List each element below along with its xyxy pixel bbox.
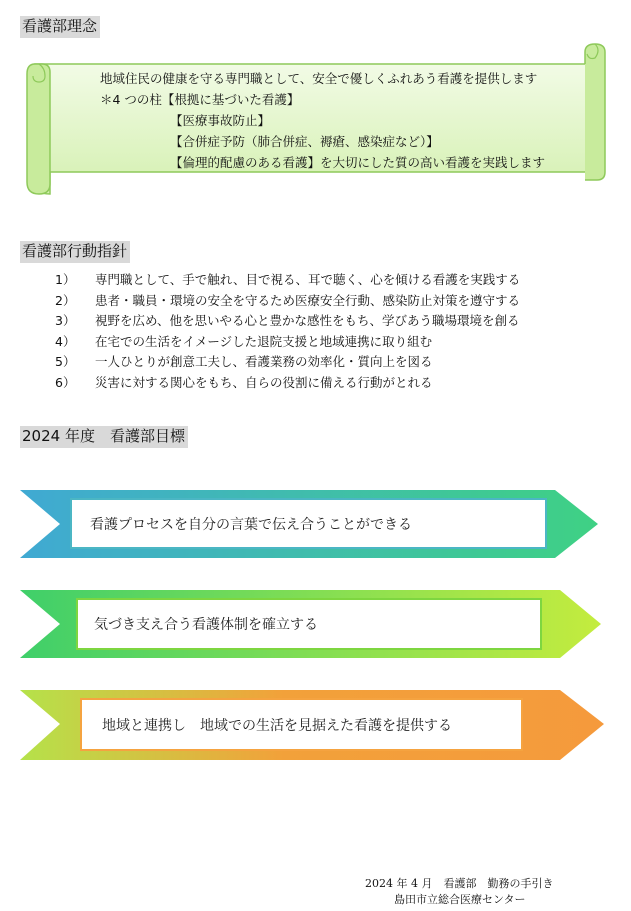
goal-text: 地域と連携し 地域での生活を見据えた看護を提供する [102, 717, 452, 734]
item-number: 5） [55, 354, 76, 369]
goals-heading: 2024 年度 看護部目標 [20, 426, 188, 448]
guidelines-heading: 看護部行動指針 [20, 241, 130, 263]
pillar-item: 【合併症予防（肺合併症、褥瘡、感染症など）】 [170, 134, 439, 149]
goal-item-2 [76, 598, 542, 650]
item-number: 1） [55, 272, 76, 287]
item-text: 専門職として、手で触れ、目で視る、耳で聴く、心を傾ける看護を実践する [95, 272, 521, 287]
item-text: 一人ひとりが創意工夫し、看護業務の効率化・質向上を図る [95, 354, 433, 369]
goal-text: 気づき支え合う看護体制を確立する [94, 617, 318, 633]
item-text: 災害に対する関心をもち、自らの役割に備える行動がとれる [95, 374, 433, 390]
item-number: 6） [55, 374, 76, 390]
philosophy-heading: 看護部理念 [20, 16, 100, 38]
goal-text: 看護プロセスを自分の言葉で伝え合うことができる [90, 516, 412, 533]
pillar-item: 【医療事故防止】 [170, 113, 271, 128]
philosophy-line: 地域住民の健康を守る専門職として、安全で優しくふれあう看護を提供します [100, 71, 538, 86]
footer-organization: 島田市立総合医療センター [394, 893, 526, 906]
item-text: 在宅での生活をイメージした退院支援と地域連携に取り組む [95, 333, 433, 349]
pillar-item: 【倫理的配慮のある看護】を大切にした質の高い看護を実践します [170, 155, 546, 170]
item-number: 2） [55, 292, 76, 308]
item-text: 患者・職員・環境の安全を守るため医療安全行動、感染防止対策を遵守する [95, 292, 521, 308]
goal-item-1 [70, 498, 547, 549]
pillars-intro: ＊4 つの柱【根拠に基づいた看護】 [100, 92, 300, 107]
footer-date-line: 2024 年 4 月 看護部 勤務の手引き [365, 877, 554, 890]
item-number: 3） [55, 313, 76, 328]
item-number: 4） [55, 333, 76, 349]
goal-item-3 [80, 698, 523, 751]
item-text: 視野を広め、他を思いやる心と豊かな感性をもち、学びあう職場環境を創る [95, 313, 520, 328]
